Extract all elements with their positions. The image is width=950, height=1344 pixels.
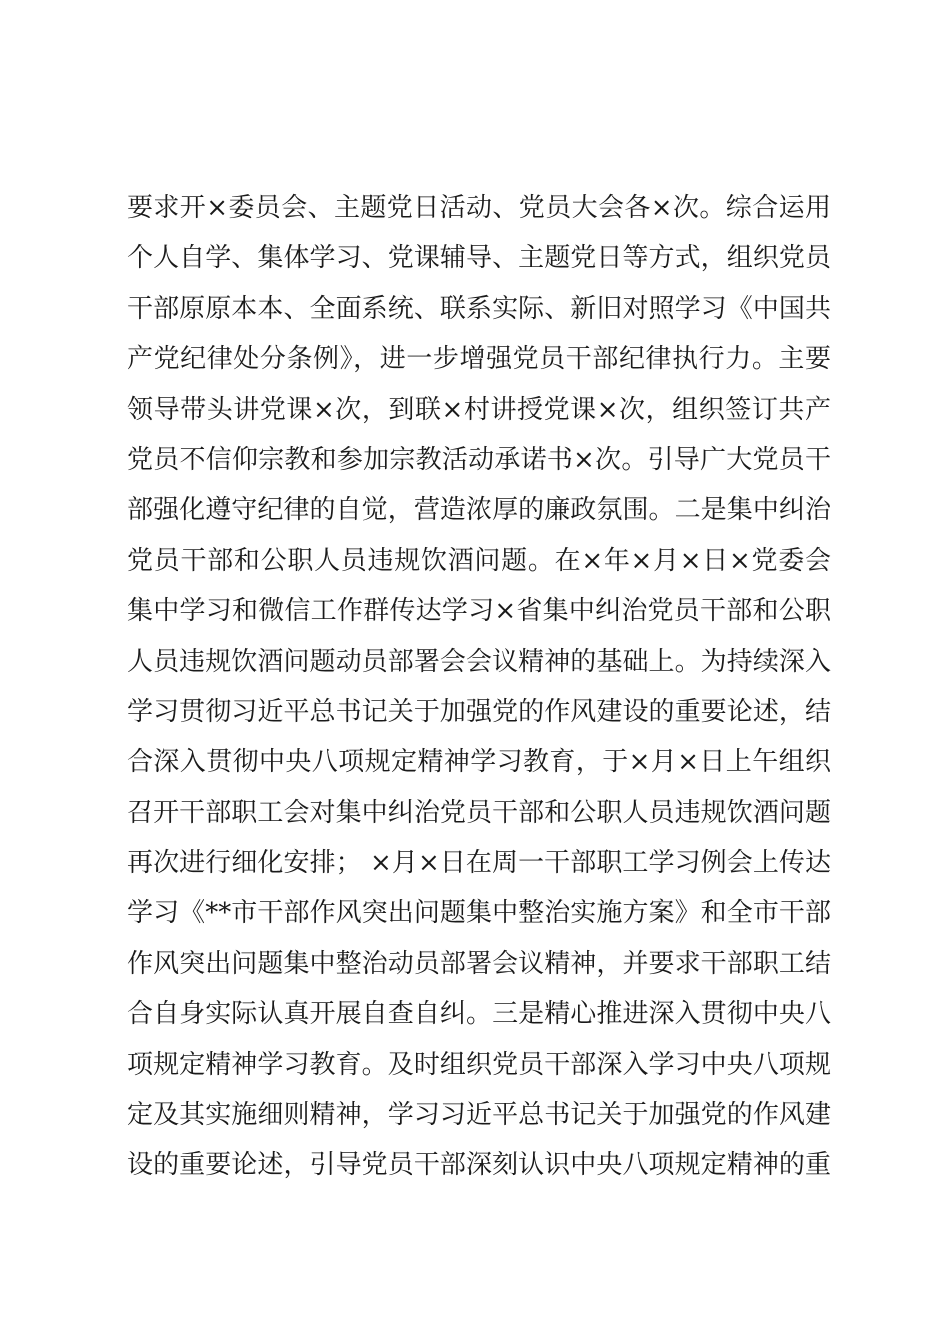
text-line: 召开干部职工会对集中纠治党员干部和公职人员违规饮酒问题 — [127, 797, 831, 828]
text-line: 学习《**市干部作风突出问题集中整治实施方案》和全市干部 — [127, 898, 831, 929]
text-line: 党员不信仰宗教和参加宗教活动承诺书×次。引导广大党员干 — [127, 444, 831, 475]
text-line: 项规定精神学习教育。及时组织党员干部深入学习中央八项规 — [127, 1049, 831, 1080]
text-line: 干部原原本本、全面系统、联系实际、新旧对照学习《中国共 — [127, 293, 831, 324]
text-line: 要求开×委员会、主题党日活动、党员大会各×次。综合运用 — [127, 193, 831, 223]
text-line: 学习贯彻习近平总书记关于加强党的作风建设的重要论述，结 — [127, 696, 831, 727]
text-line: 人员违规饮酒问题动员部署会会议精神的基础上。为持续深入 — [127, 646, 831, 677]
text-line: 个人自学、集体学习、党课辅导、主题党日等方式，组织党员 — [127, 243, 831, 274]
text-line: 合自身实际认真开展自查自纠。三是精心推进深入贯彻中央八 — [127, 999, 831, 1030]
text-line: 定及其实施细则精神，学习习近平总书记关于加强党的作风建 — [127, 1100, 831, 1131]
text-line: 领导带头讲党课×次，到联×村讲授党课×次，组织签订共产 — [127, 394, 831, 425]
text-line: 作风突出问题集中整治动员部署会议精神，并要求干部职工结 — [127, 948, 831, 979]
text-line: 再次进行细化安排； ×月×日在周一干部职工学习例会上传达 — [127, 848, 831, 879]
text-line: 集中学习和微信工作群传达学习×省集中纠治党员干部和公职 — [127, 596, 831, 627]
body-paragraph — [127, 183, 831, 1191]
text-line: 产党纪律处分条例》，进一步增强党员干部纪律执行力。主要 — [127, 344, 831, 375]
text-line: 党员干部和公职人员违规饮酒问题。在×年×月×日×党委会 — [127, 545, 831, 576]
text-line: 部强化遵守纪律的自觉，营造浓厚的廉政氛围。二是集中纠治 — [127, 495, 831, 526]
text-line: 设的重要论述，引导党员干部深刻认识中央八项规定精神的重 — [127, 1150, 831, 1181]
text-line: 合深入贯彻中央八项规定精神学习教育，于×月×日上午组织 — [127, 747, 831, 778]
